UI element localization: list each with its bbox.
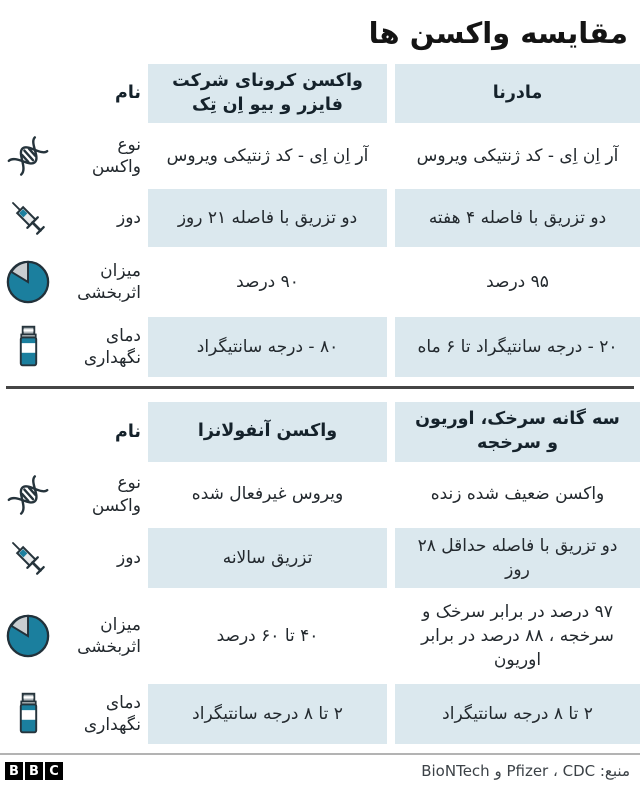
section-divider [6, 386, 634, 389]
row-label-type: نوع واکسن [91, 135, 141, 178]
footer-bar [0, 755, 640, 788]
pfizer-dose-cell: دو تزریق با فاصله ۲۱ روز [148, 189, 387, 247]
vial-icon [3, 317, 53, 377]
header-mmr: سه گانه سرخک، اوریون و سرخجه [395, 402, 640, 461]
influenza-storage-cell: ۲ تا ۸ درجه سانتیگراد [148, 684, 387, 744]
bbc-logo-block: C [45, 762, 63, 780]
table-row-type [0, 468, 640, 522]
syringe-icon [3, 528, 53, 588]
pfizer-efficacy-cell: ۹۰ درصد [236, 272, 299, 293]
icon-spacer [3, 64, 53, 123]
row-label-storage: دمای نگهداری [83, 326, 141, 369]
page-title: مقایسه واکسن ها [368, 16, 628, 50]
moderna-type-cell: آر اِن اِی - کد ژنتیکی ویروس [416, 146, 619, 167]
footer [0, 753, 640, 788]
influenza-type-cell: ویروس غیرفعال شده [191, 484, 344, 505]
mmr-storage-cell: ۲ تا ۸ درجه سانتیگراد [395, 684, 640, 744]
row-label-storage: دمای نگهداری [83, 693, 141, 736]
syringe-icon [3, 189, 53, 247]
moderna-storage-cell: ۲۰ - درجه سانتیگراد تا ۶ ماه [395, 317, 640, 377]
table-row-dose [0, 528, 640, 588]
header-influenza: واکسن آنفولانزا [148, 402, 387, 461]
table-row-name [0, 402, 640, 461]
row-label-efficacy: میزان اثربخشی [77, 261, 141, 304]
mmr-type-cell: واکسن ضعیف شده زنده [430, 484, 605, 505]
table-row-name [0, 64, 640, 123]
pie-chart-icon [3, 253, 53, 311]
section-flu-mmr-vaccines [0, 402, 640, 744]
header-pfizer-biontech: واکسن کرونای شرکت فایزر و بیو اِن تِک [148, 64, 387, 123]
pie-chart-icon [3, 594, 53, 678]
mmr-efficacy-cell: ۹۷ درصد در برابر سرخک و سرخجه ، ۸۸ درصد در برابر اوریون [421, 601, 614, 670]
bbc-logo-block: B [25, 762, 43, 780]
pfizer-storage-cell: ۸۰ - درجه سانتیگراد [148, 317, 387, 377]
bbc-logo-block: B [5, 762, 23, 780]
row-label-efficacy: میزان اثربخشی [77, 614, 141, 657]
table-row-efficacy [0, 253, 640, 311]
influenza-efficacy-cell: ۴۰ تا ۶۰ درصد [216, 625, 319, 646]
vial-icon [3, 684, 53, 744]
table-row-storage [0, 317, 640, 377]
mmr-dose-cell: دو تزریق با فاصله حداقل ۲۸ روز [395, 528, 640, 588]
table-row-dose [0, 189, 640, 247]
dna-icon [3, 129, 53, 183]
icon-spacer [3, 402, 53, 461]
influenza-dose-cell: تزریق سالانه [148, 528, 387, 588]
row-label-dose: دوز [117, 547, 141, 568]
source-credit: منبع: Pfizer ، CDC و BioNTech [421, 762, 630, 780]
pfizer-type-cell: آر اِن اِی - کد ژنتیکی ویروس [166, 146, 369, 167]
table-row-efficacy [0, 594, 640, 678]
row-label-name: نام [115, 421, 141, 442]
table-row-type [0, 129, 640, 183]
moderna-dose-cell: دو تزریق با فاصله ۴ هفته [395, 189, 640, 247]
moderna-efficacy-cell: ۹۵ درصد [486, 272, 549, 293]
row-label-name: نام [115, 83, 141, 104]
bbc-logo [5, 762, 63, 780]
row-label-dose: دوز [117, 208, 141, 229]
header-moderna: مادرنا [395, 64, 640, 123]
section-covid-vaccines [0, 64, 640, 377]
dna-icon [3, 468, 53, 522]
table-row-storage [0, 684, 640, 744]
row-label-type: نوع واکسن [91, 473, 141, 516]
